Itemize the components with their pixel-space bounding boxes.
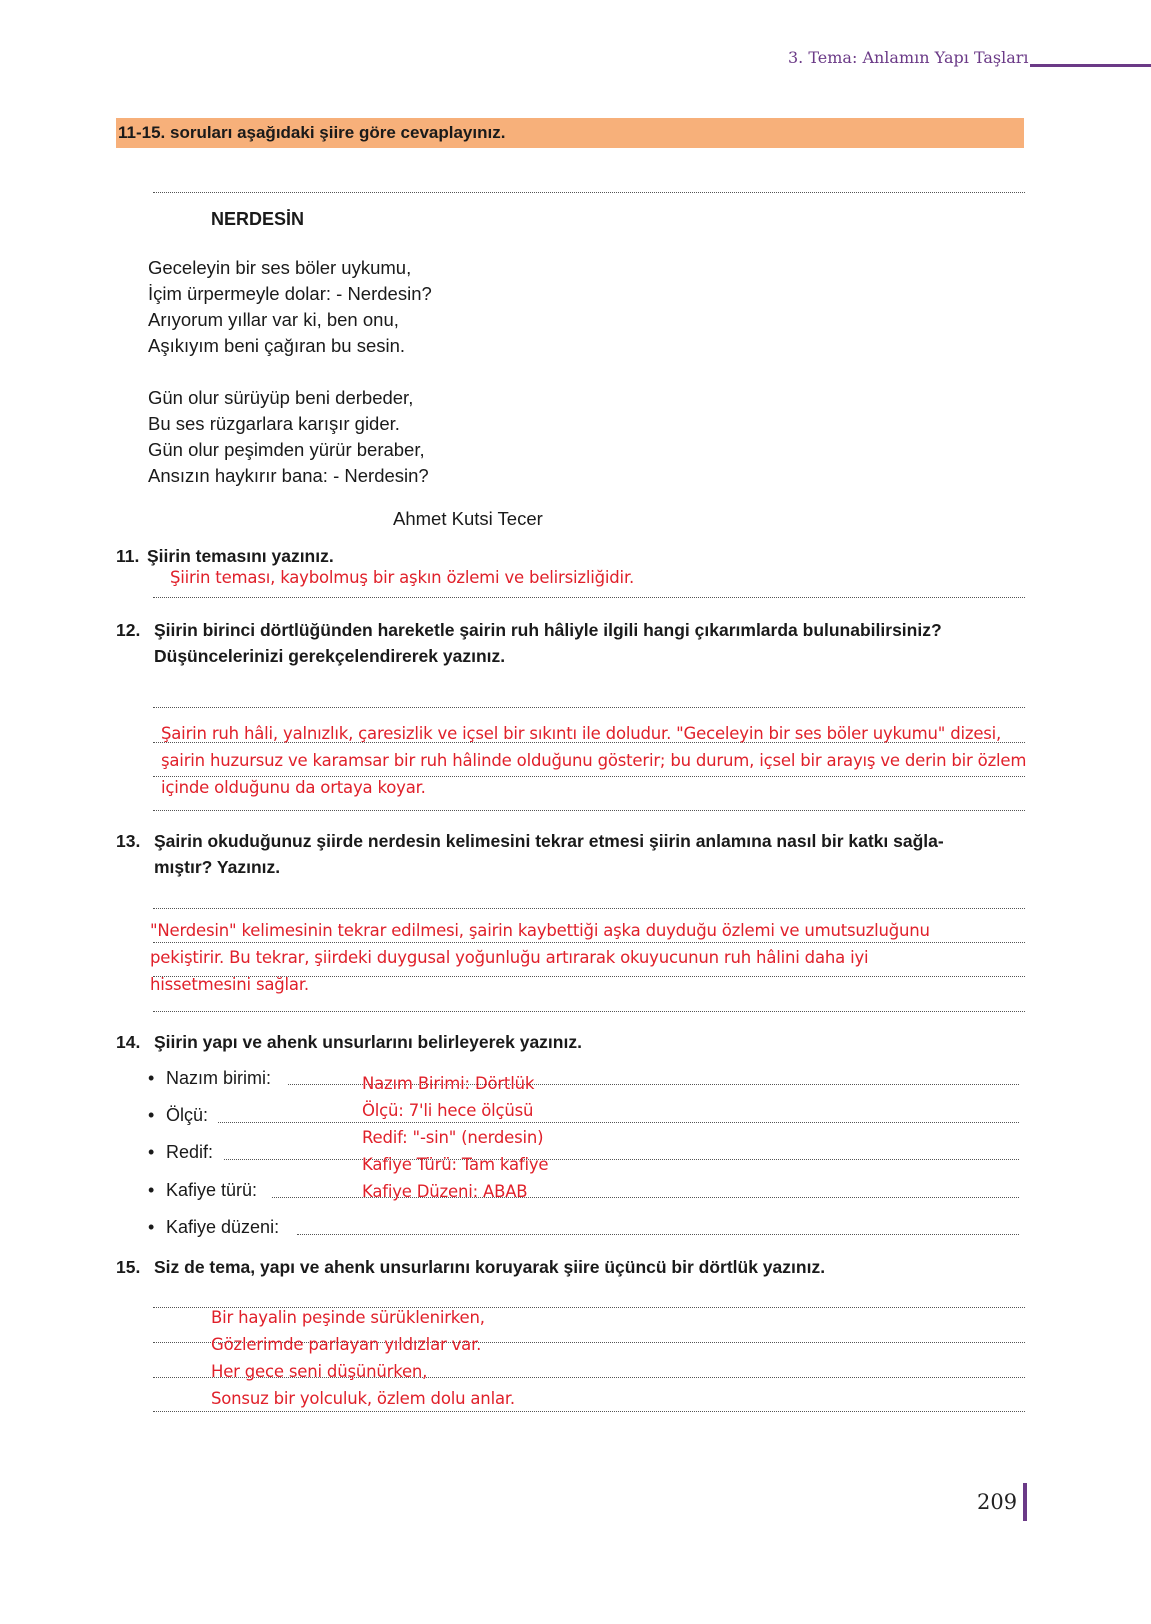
question-text	[154, 617, 942, 669]
poem-line: Ansızın haykırır bana: - Nerdesin?	[148, 465, 429, 486]
field-label: Kafiye düzeni:	[166, 1217, 280, 1237]
field-olcu	[148, 1105, 208, 1126]
answer-line-rule	[153, 908, 1025, 909]
answer-line: Bir hayalin peşinde sürüklenirken,	[211, 1308, 485, 1327]
poem-line: Arıyorum yıllar var ki, ben onu,	[148, 309, 399, 330]
answer-line: pekiştirir. Bu tekrar, şiirdeki duygusal yoğunluğu artırarak okuyucunun ruh hâlini daha iyi	[150, 948, 869, 967]
answer-line: Kafiye Türü: Tam kafiye	[362, 1155, 549, 1174]
answer-line: şairin huzursuz ve karamsar bir ruh hâlinde olduğunu gösterir; bu durum, içsel bir arayış ve derin bir özlem	[161, 751, 1027, 770]
answer-line-rule	[153, 707, 1025, 708]
poem-author: Ahmet Kutsi Tecer	[393, 508, 543, 529]
answer-line: Şiirin teması, kaybolmuş bir aşkın özlemi ve belirsizliğidir.	[170, 568, 635, 587]
field-label: Redif:	[166, 1142, 214, 1162]
instruction-banner	[116, 118, 1024, 148]
divider-line	[153, 192, 1025, 193]
question-15	[116, 1254, 1056, 1280]
header-rule	[1030, 64, 1151, 67]
poem-stanza-1	[148, 255, 432, 359]
answer-line: içinde olduğunu da ortaya koyar.	[161, 778, 426, 797]
field-label: Ölçü:	[166, 1105, 209, 1125]
field-nazim-birimi	[148, 1068, 271, 1089]
question-text	[154, 828, 944, 880]
question-number: 15.	[116, 1257, 141, 1277]
answer-line: Şairin ruh hâli, yalnızlık, çaresizlik ve içsel bir sıkıntı ile doludur. "Geceleyin bir ses böler uykumu" dizesi,	[161, 724, 1002, 743]
answer-line: Redif: "-sin" (nerdesin)	[362, 1128, 544, 1147]
answer-12[interactable]	[161, 720, 1026, 801]
answer-line: Her gece seni düşünürken,	[211, 1362, 428, 1381]
poem-line: Gün olur sürüyüp beni derbeder,	[148, 387, 414, 408]
question-text: Siz de tema, yapı ve ahenk unsurlarını koruyarak şiire üçüncü bir dörtlük yazınız.	[154, 1257, 826, 1277]
answer-line-rule	[153, 1011, 1025, 1012]
field-line[interactable]	[224, 1159, 1019, 1160]
page-number-bar	[1023, 1483, 1027, 1521]
bullet-icon: •	[148, 1068, 155, 1088]
poem-line: Gün olur peşimden yürür beraber,	[148, 439, 425, 460]
bullet-icon: •	[148, 1217, 155, 1237]
page-number: 209	[977, 1490, 1018, 1514]
answer-line: "Nerdesin" kelimesinin tekrar edilmesi, şairin kaybettiği aşka duyduğu özlemi ve umutsuzluğunu	[150, 921, 930, 940]
field-line[interactable]	[297, 1234, 1019, 1235]
instruction-text: 11-15. soruları aşağıdaki şiire göre cevaplayınız.	[118, 123, 506, 142]
question-number: 13.	[116, 831, 141, 851]
question-text: Şiirin yapı ve ahenk unsurlarını belirleyerek yazınız.	[154, 1032, 582, 1052]
answer-14[interactable]	[362, 1070, 548, 1205]
answer-line: Nazım Birimi: Dörtlük	[362, 1074, 535, 1093]
bullet-icon: •	[148, 1105, 155, 1125]
bullet-icon: •	[148, 1180, 155, 1200]
field-line[interactable]	[218, 1122, 1019, 1123]
question-12	[116, 617, 1056, 669]
field-label: Nazım birimi:	[166, 1068, 272, 1088]
poem-stanza-2	[148, 385, 429, 489]
poem-line: İçim ürpermeyle dolar: - Nerdesin?	[148, 283, 432, 304]
question-line: mıştır? Yazınız.	[154, 857, 281, 877]
poem-line: Geceleyin bir ses böler uykumu,	[148, 257, 412, 278]
poem-line: Aşıkıyım beni çağıran bu sesin.	[148, 335, 406, 356]
question-number: 14.	[116, 1032, 141, 1052]
question-number: 11.	[116, 546, 140, 566]
question-13	[116, 828, 1056, 880]
field-label: Kafiye türü:	[166, 1180, 258, 1200]
field-kafiye-duzeni	[148, 1217, 279, 1238]
bullet-icon: •	[148, 1142, 155, 1162]
question-line: Düşüncelerinizi gerekçelendirerek yazınız.	[154, 646, 506, 666]
answer-11[interactable]	[170, 564, 634, 591]
question-14	[116, 1029, 1056, 1055]
answer-13[interactable]	[150, 917, 930, 998]
question-number: 12.	[116, 620, 141, 640]
answer-line: Kafiye Düzeni: ABAB	[362, 1182, 528, 1201]
field-kafiye-turu	[148, 1180, 257, 1201]
answer-line: Ölçü: 7'li hece ölçüsü	[362, 1101, 534, 1120]
section-title: 3. Tema: Anlamın Yapı Taşları	[788, 48, 1029, 67]
question-line: Şiirin birinci dörtlüğünden hareketle şairin ruh hâliyle ilgili hangi çıkarımlarda bulunabilirsiniz?	[154, 620, 942, 640]
answer-line-rule	[153, 597, 1025, 598]
answer-line: hissetmesini sağlar.	[150, 975, 309, 994]
answer-line: Sonsuz bir yolculuk, özlem dolu anlar.	[211, 1389, 515, 1408]
answer-15[interactable]	[211, 1304, 515, 1412]
answer-line: Gözlerimde parlayan yıldızlar var.	[211, 1335, 482, 1354]
poem-line: Bu ses rüzgarlara karışır gider.	[148, 413, 400, 434]
question-text: Şiirin temasını yazınız.	[147, 546, 334, 566]
question-line: Şairin okuduğunuz şiirde nerdesin kelimesini tekrar etmesi şiirin anlamına nasıl bir katkı sağla-	[154, 831, 944, 851]
poem-title: NERDESİN	[211, 209, 305, 229]
field-redif	[148, 1142, 213, 1163]
answer-line-rule	[153, 810, 1025, 811]
